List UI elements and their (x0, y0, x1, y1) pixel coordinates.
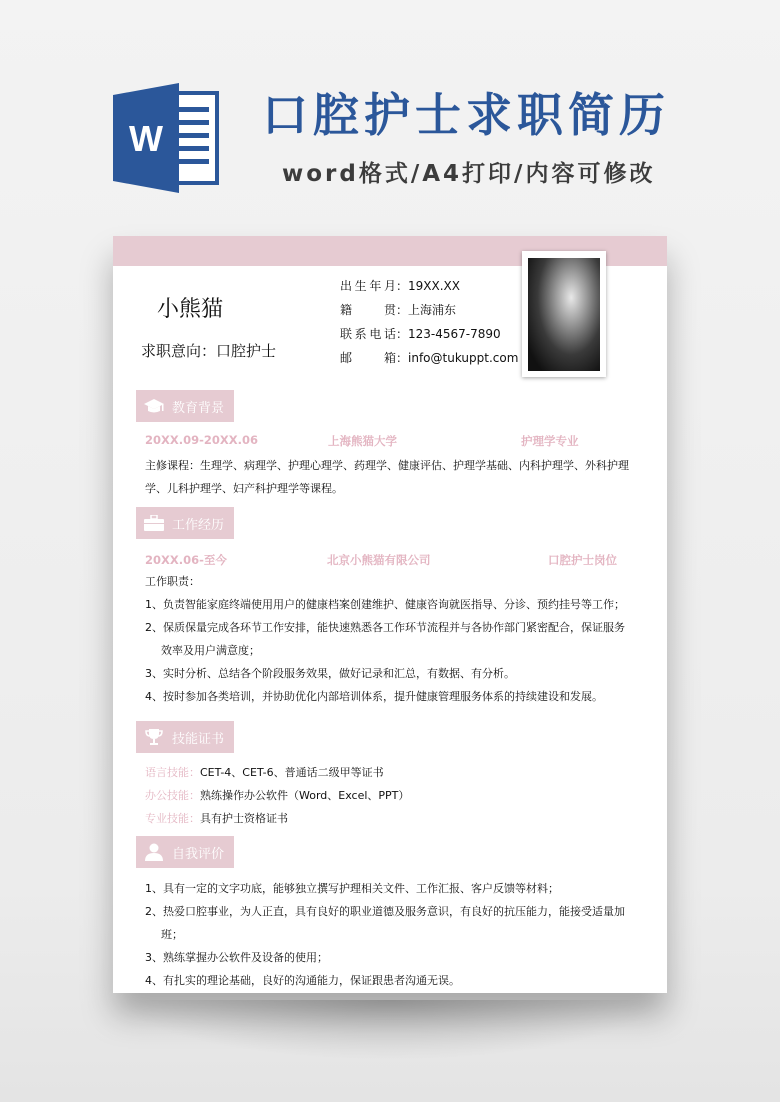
info-label: 出生年月 (340, 279, 396, 293)
section-title: 教育背景 (172, 400, 225, 416)
education-major: 护理学专业 (521, 434, 579, 448)
skill-item (145, 761, 635, 784)
education-school: 上海熊猫大学 (328, 434, 397, 448)
banner-title: 口腔护士求职简历 (262, 88, 670, 142)
briefcase-icon (144, 513, 164, 533)
skill-value: 具有护士资格证书 (200, 812, 288, 825)
personal-info (340, 274, 518, 370)
section-title: 技能证书 (172, 731, 225, 747)
self-eval-item: 1、具有一定的文字功底，能够独立撰写护理相关文件、工作汇报、客户反馈等材料； (145, 882, 559, 895)
svg-text:W: W (129, 118, 163, 159)
graduation-cap-icon (144, 396, 164, 416)
skill-item (145, 807, 635, 830)
info-row-phone: 联系电话 ： 123-4567-7890 (340, 322, 518, 346)
education-period: 20XX.09-20XX.06 (145, 433, 258, 447)
candidate-name: 小熊猫 (157, 297, 224, 322)
duty-item: 3、实时分析、总结各个阶段服务效果，做好记录和汇总，有数据、有分析。 (145, 667, 515, 680)
info-row-email: 邮箱 ： info@tukuppt.com (340, 346, 518, 370)
profile-photo (522, 251, 606, 377)
work-position: 口腔护士岗位 (548, 553, 617, 567)
page-shadow (120, 1000, 660, 1060)
section-header-work (136, 507, 234, 539)
section-title: 工作经历 (172, 517, 225, 533)
education-courses: 主修课程：生理学、病理学、护理心理学、药理学、健康评估、护理学基础、内科护理学、外科护理学、儿科护理学、妇产科护理学等课程。 (145, 459, 629, 495)
skill-key: 语言技能： (145, 766, 200, 779)
resume-page (113, 236, 667, 993)
skill-value: 熟练操作办公软件（Word、Excel、PPT） (200, 789, 410, 802)
info-row-birth: 出生年月 ： 19XX.XX (340, 274, 518, 298)
skill-value: CET-4、CET-6、普通话二级甲等证书 (200, 766, 384, 779)
work-company: 北京小熊猫有限公司 (327, 553, 431, 567)
word-document-icon (113, 83, 221, 193)
info-value: 上海浦东 (408, 303, 457, 317)
photo-image (528, 258, 600, 371)
self-eval-list (145, 877, 635, 992)
info-value: 123-4567-7890 (408, 327, 501, 341)
skill-key: 专业技能： (145, 812, 200, 825)
info-label: 联系电话 (340, 327, 396, 341)
duties-label: 工作职责： (145, 575, 200, 588)
skill-key: 办公技能： (145, 789, 200, 802)
info-value: 19XX.XX (408, 279, 460, 293)
info-label: 籍贯 (340, 303, 396, 317)
section-header-education (136, 390, 234, 422)
skill-item (145, 784, 635, 807)
job-intent: 求职意向：口腔护士 (141, 342, 277, 360)
trophy-icon (144, 727, 164, 747)
self-eval-item: 4、有扎实的理论基础，良好的沟通能力，保证跟患者沟通无误。 (145, 974, 460, 987)
work-duties (145, 570, 635, 708)
duty-item: 2、保质保量完成各环节工作安排，能快速熟悉各工作环节流程并与各协作部门紧密配合，保证服务效率及用户满意度； (145, 621, 625, 657)
info-value: info@tukuppt.com (408, 351, 519, 365)
self-eval-item: 2、热爱口腔事业，为人正直，具有良好的职业道德及服务意识，有良好的抗压能力，能接受适量加班； (145, 905, 625, 941)
duty-item: 1、负责智能家庭终端使用用户的健康档案创建维护、健康咨询就医指导、分诊、预约挂号等工作； (145, 598, 625, 611)
section-header-skills (136, 721, 234, 753)
skills-list (145, 761, 635, 830)
section-header-self-eval (136, 836, 234, 868)
info-label: 邮箱 (340, 351, 396, 365)
user-icon (144, 842, 164, 862)
self-eval-item: 3、熟练掌握办公软件及设备的使用； (145, 951, 328, 964)
section-title: 自我评价 (172, 846, 225, 862)
work-period: 20XX.06-至今 (145, 553, 227, 567)
banner-subtitle: word格式/A4打印/内容可修改 (282, 161, 656, 187)
info-row-hometown: 籍贯 ： 上海浦东 (340, 298, 518, 322)
duty-item: 4、按时参加各类培训，并协助优化内部培训体系，提升健康管理服务体系的持续建设和发展。 (145, 690, 603, 703)
